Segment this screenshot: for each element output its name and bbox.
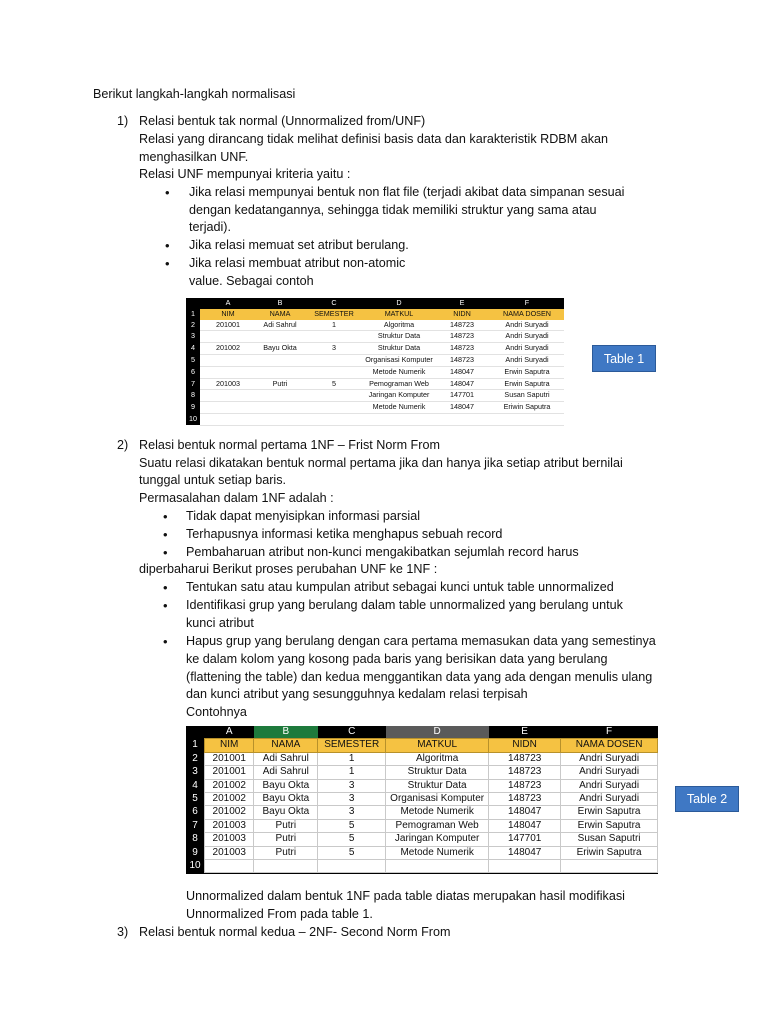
table-cell xyxy=(490,413,564,425)
column-header: MATKUL xyxy=(364,309,434,320)
table-cell xyxy=(318,860,386,873)
table-row xyxy=(186,806,658,819)
table-row xyxy=(186,390,564,402)
row-number: 5 xyxy=(186,793,205,806)
row-number: 3 xyxy=(186,766,205,779)
section-2-title: Relasi bentuk normal pertama 1NF – Frist Norm From xyxy=(139,438,440,452)
table-cell xyxy=(200,390,256,402)
table-cell xyxy=(561,860,658,873)
table-cell: 201002 xyxy=(205,793,254,806)
table-cell xyxy=(364,413,434,425)
criteria-item-line: dengan kedatangannya, sehingga tidak memiliki struktur yang sama atau xyxy=(189,203,597,217)
row-number: 4 xyxy=(186,343,200,355)
table-cell: Pemograman Web xyxy=(364,378,434,390)
column-letter: D xyxy=(364,298,434,309)
criteria-item-line: Jika relasi mempunyai bentuk non flat file (terjadi akibat data simpanan sesuai xyxy=(189,185,625,199)
table-cell: 148047 xyxy=(489,819,561,832)
table-row xyxy=(186,366,564,378)
table-cell: 1 xyxy=(318,766,386,779)
table-cell: 201003 xyxy=(205,846,254,859)
table-cell: 148723 xyxy=(434,343,490,355)
row-number: 6 xyxy=(186,806,205,819)
table-cell: Struktur Data xyxy=(386,766,489,779)
step-item-line: kunci atribut xyxy=(186,616,254,630)
process-line: diperbaharui Berikut proses perubahan UNF ke 1NF : xyxy=(139,562,438,576)
column-header: MATKUL xyxy=(386,739,489,752)
row-number: 4 xyxy=(186,779,205,792)
table-cell: 3 xyxy=(318,779,386,792)
column-header: NAMA xyxy=(256,309,304,320)
table-cell xyxy=(200,366,256,378)
table-cell: Eriwin Saputra xyxy=(561,846,658,859)
table-cell: Andri Suryadi xyxy=(490,320,564,331)
table-cell: 148047 xyxy=(434,378,490,390)
table-cell: 201001 xyxy=(205,766,254,779)
table-row xyxy=(186,402,564,414)
bullet-icon: • xyxy=(163,580,168,595)
column-header: NAMA DOSEN xyxy=(561,739,658,752)
table-cell xyxy=(256,390,304,402)
criteria-item-continuation: value. Sebagai contoh xyxy=(189,274,314,288)
table-cell xyxy=(256,366,304,378)
column-letter: B xyxy=(254,726,318,739)
table-cell: 148723 xyxy=(434,320,490,331)
table-cell: Andri Suryadi xyxy=(490,331,564,343)
column-letter: E xyxy=(489,726,561,739)
column-letter: A xyxy=(205,726,254,739)
table-row xyxy=(186,320,564,331)
table-cell: 5 xyxy=(318,819,386,832)
criteria-item: Jika relasi membuat atribut non-atomic xyxy=(189,256,406,270)
table-cell: Bayu Okta xyxy=(256,343,304,355)
criteria-item-line: terjadi). xyxy=(189,220,231,234)
column-header: NAMA xyxy=(254,739,318,752)
table-cell: Organisasi Komputer xyxy=(364,354,434,366)
table-row xyxy=(186,413,564,425)
table-cell: Adi Sahrul xyxy=(254,752,318,765)
bullet-icon: • xyxy=(165,238,170,253)
table-cell: 5 xyxy=(304,378,364,390)
row-number: 9 xyxy=(186,846,205,859)
table-cell: Putri xyxy=(254,846,318,859)
bullet-icon: • xyxy=(163,509,168,524)
table-cell: Bayu Okta xyxy=(254,806,318,819)
table-cell: 201001 xyxy=(205,752,254,765)
table-cell: 201002 xyxy=(205,779,254,792)
row-number: 8 xyxy=(186,833,205,846)
column-header: NIDN xyxy=(434,309,490,320)
table-cell: Erwin Saputra xyxy=(561,819,658,832)
table-cell: Putri xyxy=(254,819,318,832)
row-number: 10 xyxy=(186,413,200,425)
row-number: 5 xyxy=(186,354,200,366)
table-cell: Adi Sahrul xyxy=(256,320,304,331)
row-number: 1 xyxy=(186,739,205,752)
table-cell xyxy=(256,354,304,366)
table-row xyxy=(186,354,564,366)
table-cell: 148723 xyxy=(489,779,561,792)
table-cell: Bayu Okta xyxy=(254,779,318,792)
row-number: 9 xyxy=(186,402,200,414)
table-cell xyxy=(254,860,318,873)
row-number: 7 xyxy=(186,378,200,390)
table-cell xyxy=(304,413,364,425)
intro-text: Berikut langkah-langkah normalisasi xyxy=(93,87,296,101)
bullet-icon: • xyxy=(165,256,170,271)
table-cell: Algoritma xyxy=(386,752,489,765)
section-2-line: Permasalahan dalam 1NF adalah : xyxy=(139,491,334,505)
table-cell: 5 xyxy=(318,833,386,846)
section-2-number: 2) xyxy=(117,438,129,452)
table-cell: 201003 xyxy=(205,819,254,832)
corner-cell xyxy=(186,726,205,739)
table-cell: Metode Numerik xyxy=(386,806,489,819)
table-cell: Putri xyxy=(256,378,304,390)
table-cell xyxy=(434,413,490,425)
problem-item: Pembaharuan atribut non-kunci mengakibatkan sejumlah record harus xyxy=(186,545,579,559)
row-number: 10 xyxy=(186,860,205,873)
table-cell xyxy=(200,354,256,366)
bullet-icon: • xyxy=(163,598,168,613)
bullet-icon: • xyxy=(163,634,168,649)
bullet-icon: • xyxy=(163,527,168,542)
section-3-number: 3) xyxy=(117,925,129,939)
table-cell: 1 xyxy=(318,752,386,765)
table-cell: 147701 xyxy=(489,833,561,846)
section-3-title: Relasi bentuk normal kedua – 2NF- Second Norm From xyxy=(139,925,451,939)
table-cell: Andri Suryadi xyxy=(561,793,658,806)
table-2-label: Table 2 xyxy=(675,786,739,812)
table-cell: 148723 xyxy=(434,354,490,366)
table-cell xyxy=(256,331,304,343)
table-cell: Erwin Saputra xyxy=(490,378,564,390)
step-item-line: ke dalam kolom yang kosong pada baris yang berisikan data yang berulang xyxy=(186,652,608,666)
table-cell: Putri xyxy=(254,833,318,846)
section-2-line: Suatu relasi dikatakan bentuk normal pertama jika dan hanya jika setiap atribut bernilai xyxy=(139,456,623,470)
table-cell: 148047 xyxy=(434,402,490,414)
table-cell: Jaringan Komputer xyxy=(386,833,489,846)
step-item-line: Tentukan satu atau kumpulan atribut sebagai kunci untuk table unnormalized xyxy=(186,580,614,594)
table-row xyxy=(186,331,564,343)
column-header: NIM xyxy=(200,309,256,320)
table-cell: 148723 xyxy=(489,793,561,806)
table-row xyxy=(186,793,658,806)
table-cell: Metode Numerik xyxy=(386,846,489,859)
row-number: 6 xyxy=(186,366,200,378)
table-row xyxy=(186,819,658,832)
table-cell: Susan Saputri xyxy=(561,833,658,846)
table-cell: Andri Suryadi xyxy=(561,779,658,792)
table-row xyxy=(186,766,658,779)
table-row xyxy=(186,833,658,846)
table-cell: Erwin Saputra xyxy=(490,366,564,378)
table-1-spreadsheet xyxy=(186,298,564,422)
table-cell: Andri Suryadi xyxy=(561,766,658,779)
column-letter: F xyxy=(490,298,564,309)
section-2-line: tunggal untuk setiap baris. xyxy=(139,473,287,487)
table-cell: 148723 xyxy=(489,752,561,765)
table-cell: Andri Suryadi xyxy=(490,343,564,355)
column-letter: A xyxy=(200,298,256,309)
table-1-label: Table 1 xyxy=(592,345,656,372)
table-cell: Metode Numerik xyxy=(364,366,434,378)
table-cell: Susan Saputri xyxy=(490,390,564,402)
table-row xyxy=(186,752,658,765)
table-cell: Adi Sahrul xyxy=(254,766,318,779)
table-cell: 147701 xyxy=(434,390,490,402)
step-item-line: Hapus grup yang berulang dengan cara pertama memasukan data yang semestinya xyxy=(186,634,656,648)
column-letter: B xyxy=(256,298,304,309)
row-number: 8 xyxy=(186,390,200,402)
table-cell xyxy=(200,402,256,414)
table-cell xyxy=(304,331,364,343)
table-cell: 148047 xyxy=(489,846,561,859)
row-number: 1 xyxy=(186,309,200,320)
table-cell: Andri Suryadi xyxy=(490,354,564,366)
section-1-line: Relasi UNF mempunyai kriteria yaitu : xyxy=(139,167,351,181)
section-1-number: 1) xyxy=(117,114,129,128)
problem-item: Tidak dapat menyisipkan informasi parsial xyxy=(186,509,421,523)
column-letter: D xyxy=(386,726,489,739)
column-header: NIM xyxy=(205,739,254,752)
row-number: 3 xyxy=(186,331,200,343)
step-item-line: (flattening the table) dan kedua menggantikan data yang ada dengan menulis ulang xyxy=(186,670,653,684)
step-item-line: dan kunci atribut yang sesungguhnya kedalam relasi terpisah xyxy=(186,687,528,701)
bullet-icon: • xyxy=(165,185,170,200)
table-cell: Eriwin Saputra xyxy=(490,402,564,414)
column-header: SEMESTER xyxy=(318,739,386,752)
table-cell: 3 xyxy=(318,793,386,806)
table-cell: Jaringan Komputer xyxy=(364,390,434,402)
table-row xyxy=(186,343,564,355)
table-cell xyxy=(304,390,364,402)
table-cell: Struktur Data xyxy=(364,343,434,355)
section-1-title: Relasi bentuk tak normal (Unnormalized from/UNF) xyxy=(139,114,426,128)
row-number: 2 xyxy=(186,752,205,765)
column-letter: C xyxy=(304,298,364,309)
table-cell xyxy=(256,402,304,414)
table-cell: Struktur Data xyxy=(386,779,489,792)
table-cell xyxy=(386,860,489,873)
corner-cell xyxy=(186,298,200,309)
table-cell: Metode Numerik xyxy=(364,402,434,414)
column-header: NAMA DOSEN xyxy=(490,309,564,320)
table-cell: Pemograman Web xyxy=(386,819,489,832)
after-table-line: Unnormalized dalam bentuk 1NF pada table diatas merupakan hasil modifikasi xyxy=(186,889,625,903)
table-cell xyxy=(256,413,304,425)
table-row xyxy=(186,779,658,792)
table-cell: 1 xyxy=(304,320,364,331)
problem-item: Terhapusnya informasi ketika menghapus sebuah record xyxy=(186,527,503,541)
table-cell: 148047 xyxy=(434,366,490,378)
table-cell: 3 xyxy=(304,343,364,355)
table-cell: 148723 xyxy=(489,766,561,779)
table-row xyxy=(186,846,658,859)
table-cell: Struktur Data xyxy=(364,331,434,343)
column-header: SEMESTER xyxy=(304,309,364,320)
table-cell xyxy=(304,366,364,378)
table-cell xyxy=(304,402,364,414)
section-1-line: menghasilkan UNF. xyxy=(139,150,249,164)
table-cell xyxy=(304,354,364,366)
table-cell xyxy=(200,413,256,425)
table-cell: Organisasi Komputer xyxy=(386,793,489,806)
table-row xyxy=(186,378,564,390)
table-cell: 148047 xyxy=(489,806,561,819)
table-cell: 201002 xyxy=(200,343,256,355)
bullet-icon: • xyxy=(163,545,168,560)
section-1-line: Relasi yang dirancang tidak melihat definisi basis data dan karakteristik RDBM akan xyxy=(139,132,609,146)
table-cell xyxy=(489,860,561,873)
row-number: 7 xyxy=(186,819,205,832)
column-letter: E xyxy=(434,298,490,309)
table-cell: 5 xyxy=(318,846,386,859)
criteria-item: Jika relasi memuat set atribut berulang. xyxy=(189,238,409,252)
table-cell: Andri Suryadi xyxy=(561,752,658,765)
table-cell: 3 xyxy=(318,806,386,819)
column-letter: C xyxy=(318,726,386,739)
row-number: 2 xyxy=(186,320,200,331)
table-cell: Algoritma xyxy=(364,320,434,331)
table-cell: 201001 xyxy=(200,320,256,331)
table-cell: 148723 xyxy=(434,331,490,343)
table-row xyxy=(186,860,658,873)
column-letter: F xyxy=(561,726,658,739)
table-cell: Bayu Okta xyxy=(254,793,318,806)
table-cell: 201002 xyxy=(205,806,254,819)
table-cell xyxy=(205,860,254,873)
column-header: NIDN xyxy=(489,739,561,752)
after-table-line: Unnormalized From pada table 1. xyxy=(186,907,373,921)
table-cell: 201003 xyxy=(200,378,256,390)
step-item-line: Identifikasi grup yang berulang dalam table unnormalized yang berulang untuk xyxy=(186,598,623,612)
table-cell: Erwin Saputra xyxy=(561,806,658,819)
example-label: Contohnya xyxy=(186,705,247,719)
table-cell xyxy=(200,331,256,343)
table-2-spreadsheet xyxy=(186,726,658,874)
table-cell: 201003 xyxy=(205,833,254,846)
